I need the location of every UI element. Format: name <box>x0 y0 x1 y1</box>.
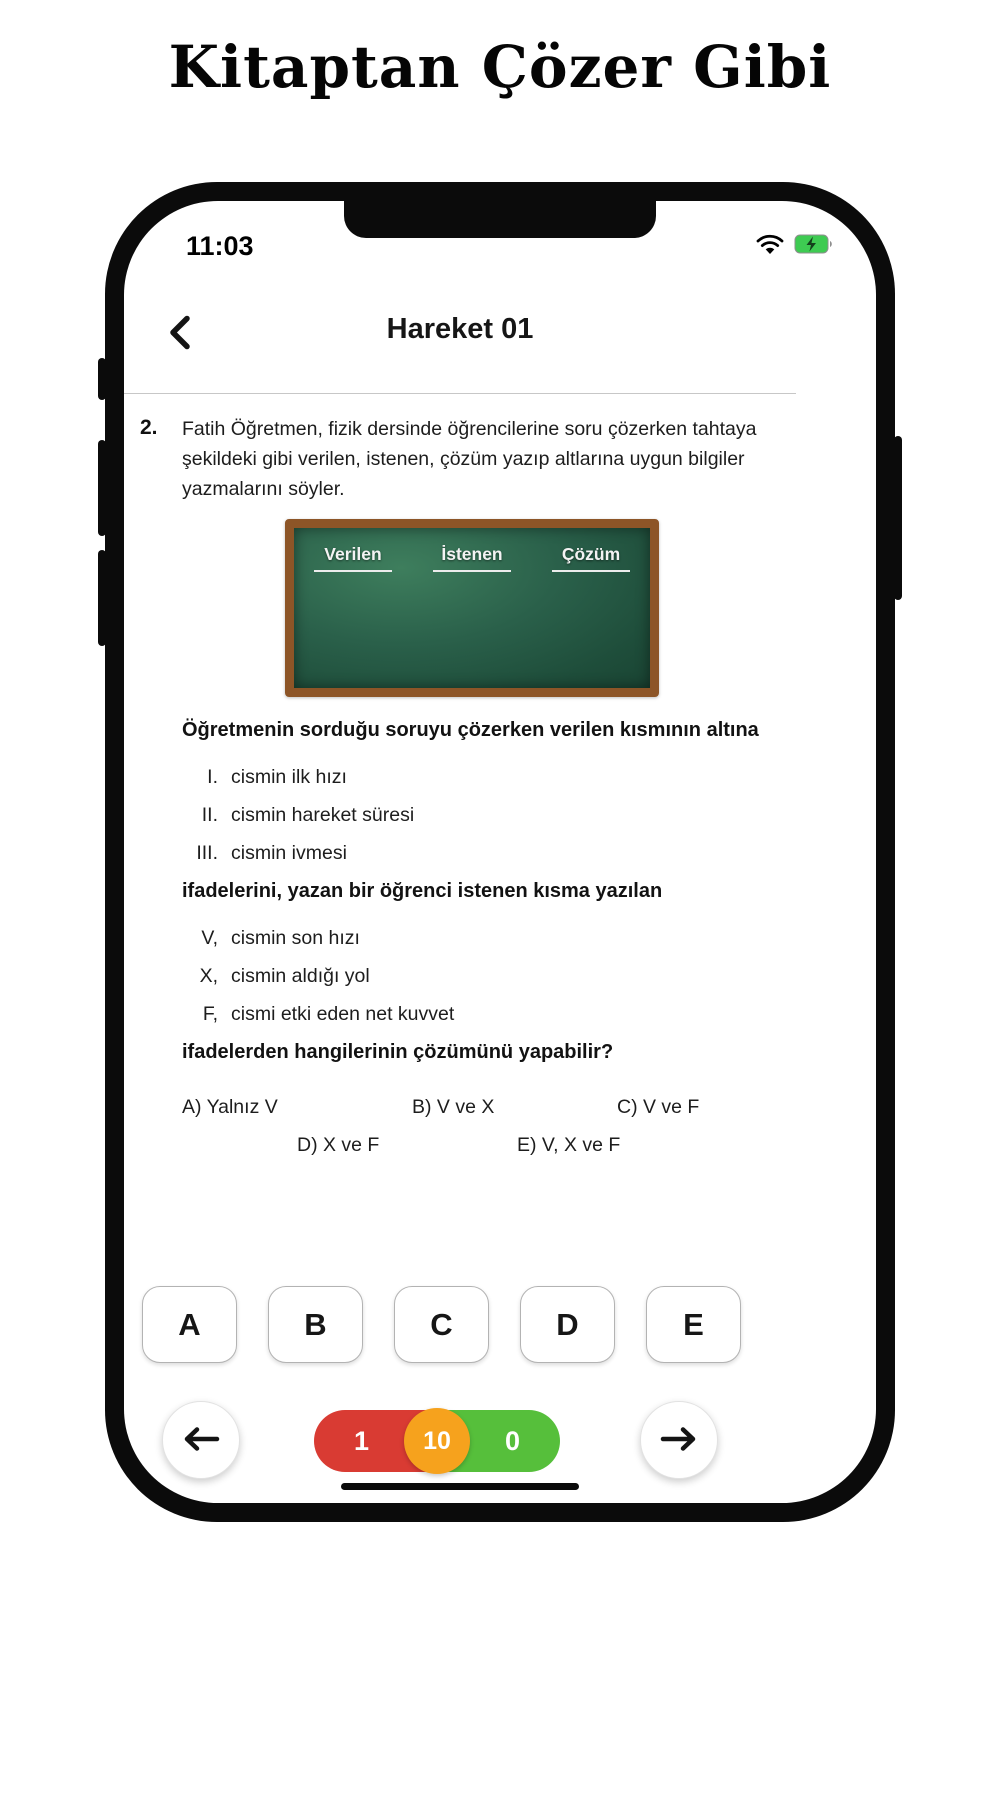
question-intro: Fatih Öğretmen, fizik dersinde öğrencilerine soru çözerken tahtaya şekildeki gibi verilen, istenen, çözüm yazıp altlarına uygun bilgiler yazmalarını söyler. <box>182 418 757 500</box>
home-indicator[interactable] <box>341 1483 579 1490</box>
chalkboard-headers <box>294 528 650 572</box>
status-icons <box>756 234 852 260</box>
answer-button-a[interactable]: A <box>142 1286 237 1363</box>
answer-button-d[interactable]: D <box>520 1286 615 1363</box>
back-chevron-icon <box>168 338 191 353</box>
phone-frame <box>105 182 895 1522</box>
question-statement-2: ifadelerini, yazan bir öğrenci istenen kısma yazılan <box>182 880 663 902</box>
choice-b: B) V ve X <box>412 1096 495 1118</box>
list-item-label: I. <box>207 766 218 788</box>
choice-a: A) Yalnız V <box>182 1096 278 1118</box>
list-item <box>182 766 762 789</box>
notch <box>344 201 656 238</box>
next-arrow-icon <box>660 1426 698 1455</box>
volume-up-button <box>98 440 106 536</box>
choice-d: D) X ve F <box>297 1134 380 1156</box>
question-statement-1: Öğretmenin sorduğu soruyu çözerken verilen kısmının altına <box>182 719 759 741</box>
choices-row-1 <box>182 1096 762 1119</box>
choice-c: C) V ve F <box>617 1096 700 1118</box>
answer-button-e[interactable]: E <box>646 1286 741 1363</box>
answer-button-row <box>142 1286 741 1363</box>
list-item-text: cismin ivmesi <box>231 842 347 864</box>
previous-question-button[interactable] <box>162 1401 240 1479</box>
bottom-navigation <box>124 1397 796 1487</box>
question-number: 2. <box>140 416 158 439</box>
battery-charging-icon <box>794 234 834 259</box>
phone-screen <box>124 201 876 1503</box>
board-column-cozum: Çözüm <box>552 544 630 572</box>
current-question-count: 10 <box>404 1408 470 1474</box>
list-item <box>182 1003 762 1026</box>
mute-switch <box>98 358 106 400</box>
list-item-text: cismin son hızı <box>231 927 360 949</box>
list-item-text: cismin ilk hızı <box>231 766 347 788</box>
list-item <box>182 842 762 865</box>
back-button[interactable] <box>164 311 195 357</box>
list-item-label: F, <box>202 1003 218 1025</box>
chalkboard-image <box>285 519 659 697</box>
list-item-label: V, <box>201 927 218 949</box>
answer-button-b[interactable]: B <box>268 1286 363 1363</box>
app-viewport <box>124 201 796 1503</box>
wifi-icon <box>756 234 784 260</box>
board-column-verilen: Verilen <box>314 544 392 572</box>
app-header <box>124 289 796 369</box>
list-item-label: II. <box>201 804 218 826</box>
question-statement-3: ifadelerden hangilerinin çözümünü yapabilir? <box>182 1041 614 1063</box>
next-question-button[interactable] <box>640 1401 718 1479</box>
page-header-title: Hareket 01 <box>386 312 534 345</box>
list-item-text: cismin hareket süresi <box>231 804 415 826</box>
board-column-istenen: İstenen <box>433 544 511 572</box>
page-title: Kitaptan Çözer Gibi <box>168 33 832 101</box>
list-item-text: cismi etki eden net kuvvet <box>231 1003 455 1025</box>
wrong-count: 1 <box>314 1410 437 1472</box>
letter-list <box>182 927 762 1026</box>
list-item-label: III. <box>196 842 218 864</box>
roman-list <box>182 766 762 865</box>
list-item <box>182 927 762 950</box>
answer-button-c[interactable]: C <box>394 1286 489 1363</box>
score-pill <box>314 1410 560 1472</box>
list-item-label: X, <box>199 965 218 987</box>
question-content <box>124 394 796 1157</box>
choice-e: E) V, X ve F <box>517 1134 621 1156</box>
list-item <box>182 965 762 988</box>
power-button <box>894 436 902 600</box>
choices-row-2 <box>182 1134 762 1157</box>
volume-down-button <box>98 550 106 646</box>
prev-arrow-icon <box>182 1426 220 1455</box>
list-item <box>182 804 762 827</box>
status-time: 11:03 <box>186 231 254 261</box>
list-item-text: cismin aldığı yol <box>231 965 370 987</box>
correct-count: 0 <box>437 1410 560 1472</box>
